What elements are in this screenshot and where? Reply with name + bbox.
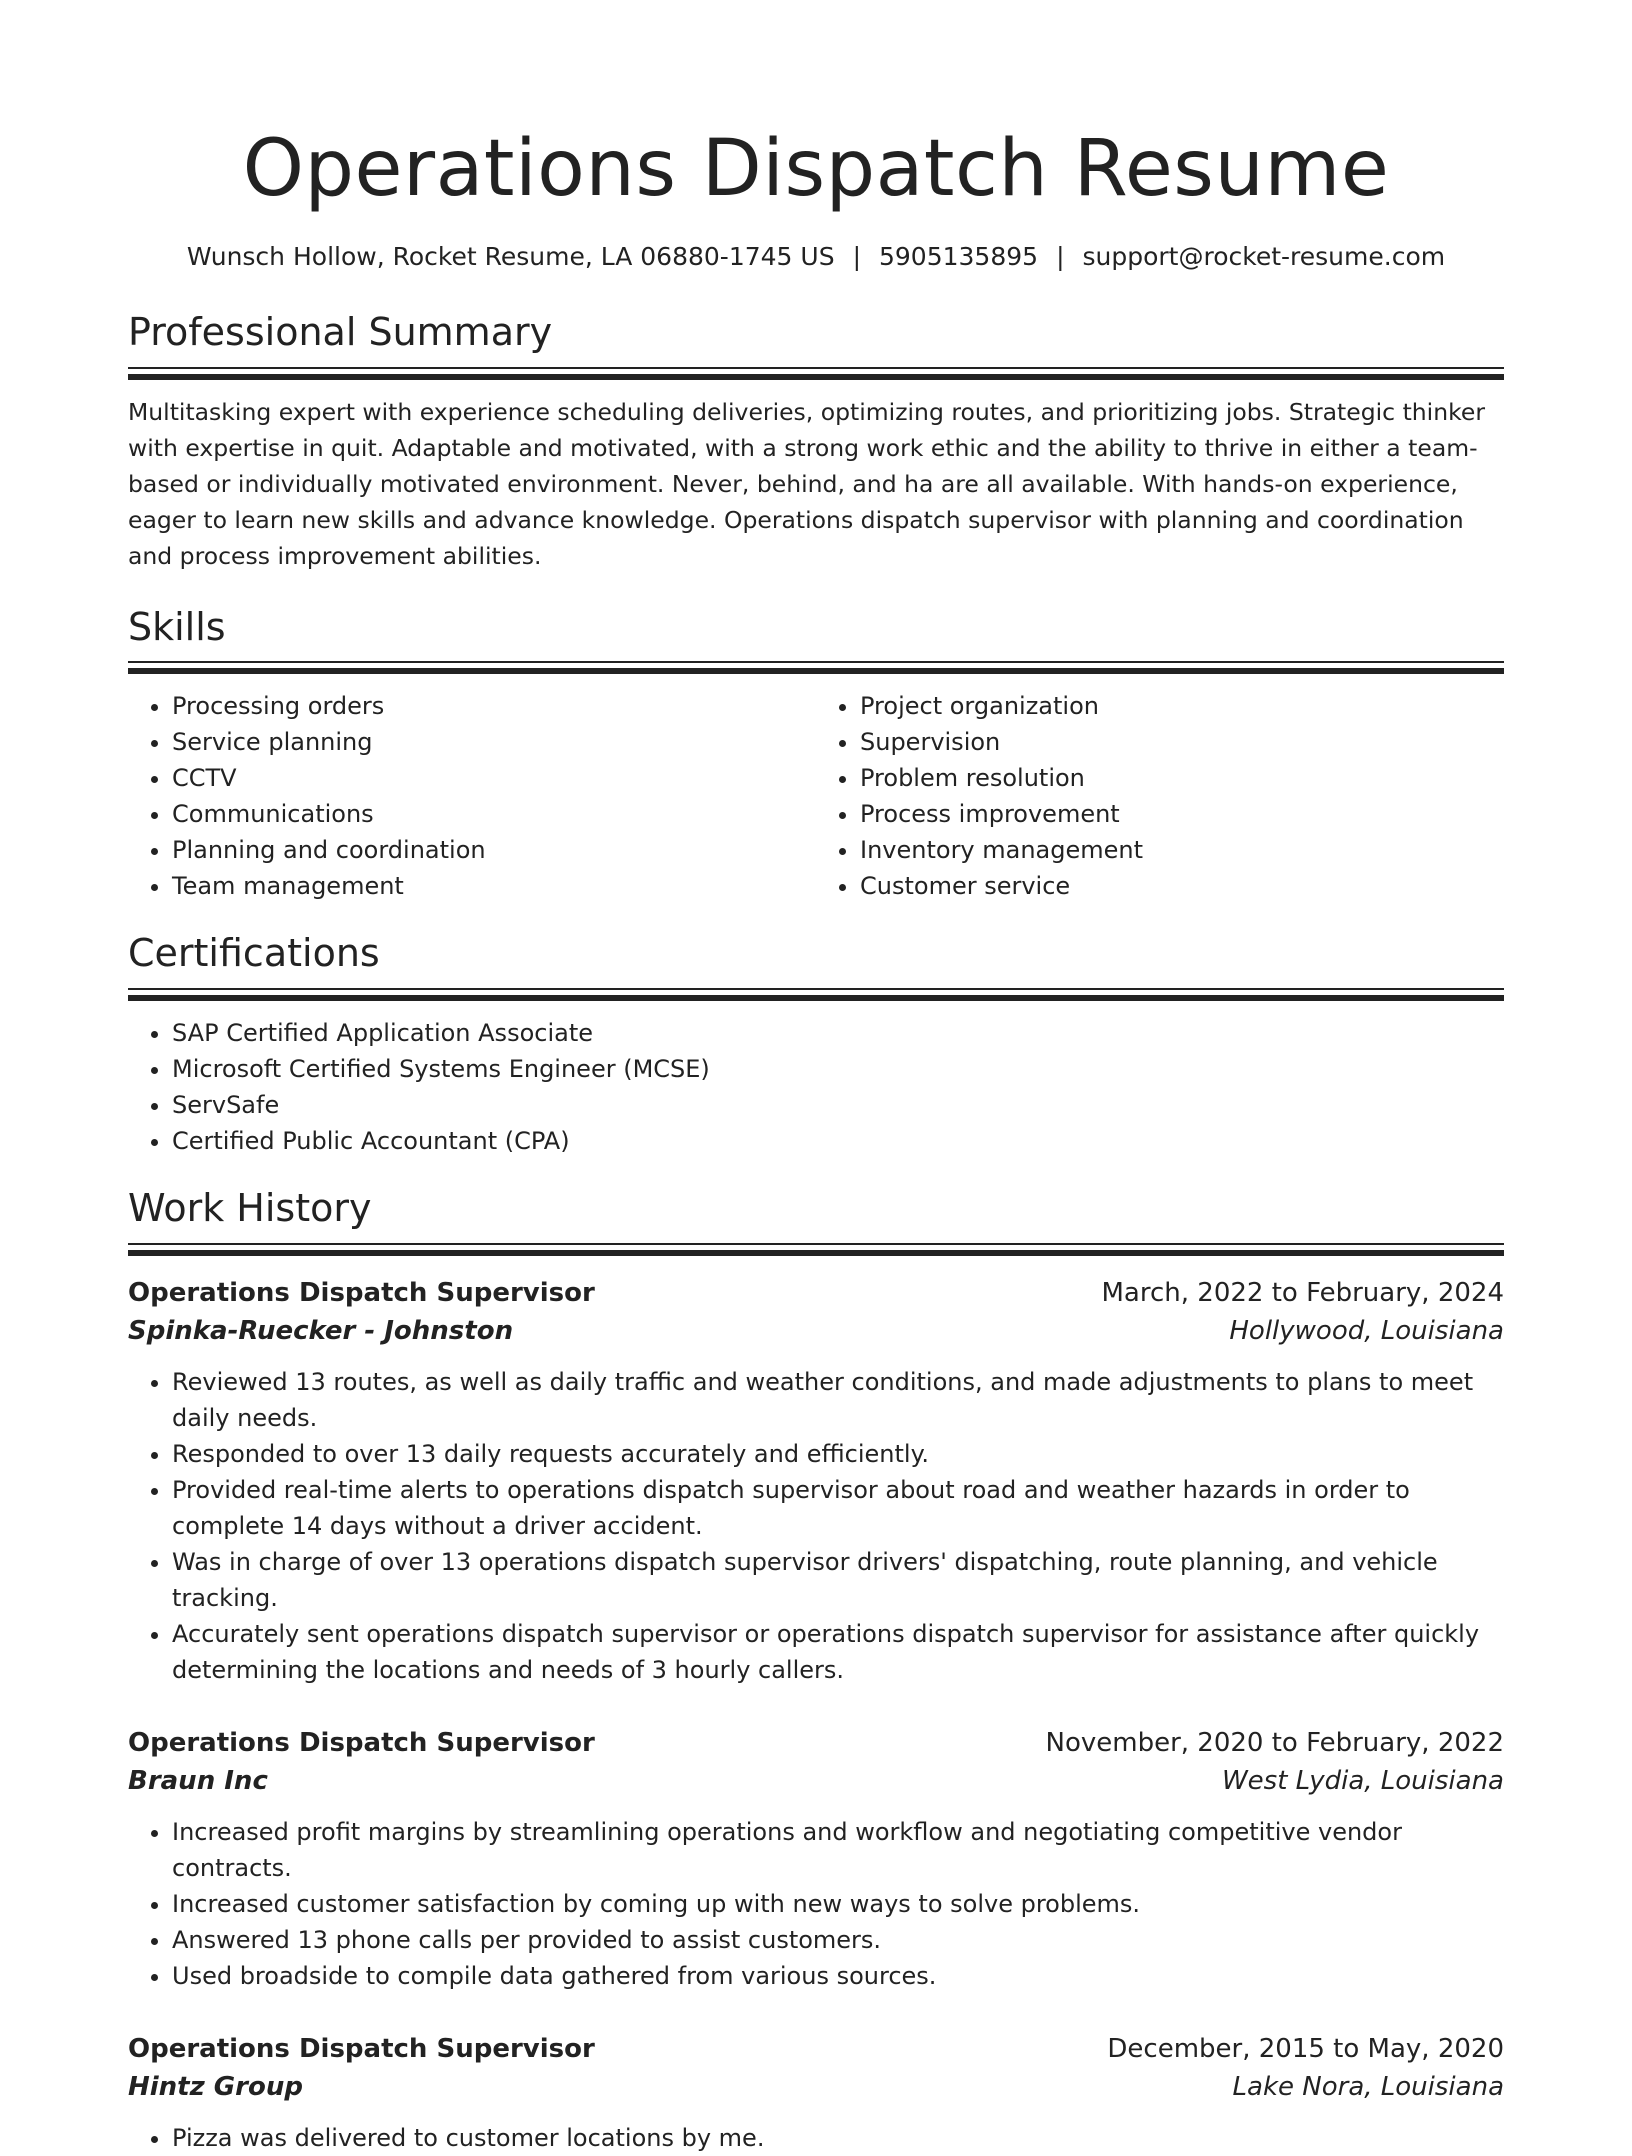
section-rule — [128, 367, 1504, 369]
certifications-list — [128, 1015, 1504, 1159]
job-bullet: • Increased customer satisfaction by coming up with new ways to solve problems. — [172, 1886, 1504, 1922]
job-company: Hintz Group — [128, 2071, 303, 2102]
job-dates: December, 2015 to May, 2020 — [1107, 2033, 1504, 2064]
job-bullet: • Increased profit margins by streamlining operations and workflow and negotiating competitive vendor contracts. — [172, 1814, 1504, 1886]
skill-item: • Process improvement — [860, 796, 1504, 832]
skill-item: • Processing orders — [172, 688, 816, 724]
certifications-section — [128, 932, 1504, 1159]
job-bullet: • Accurately sent operations dispatch supervisor or operations dispatch supervisor for assistance after quickly determining the locations and needs of 3 hourly callers. — [172, 1616, 1504, 1688]
job-location: Lake Nora, Louisiana — [1232, 2071, 1504, 2102]
job-entry — [128, 2030, 1504, 2156]
job-title: Operations Dispatch Supervisor — [128, 2033, 595, 2064]
job-bullet: • Used broadside to compile data gathered from various sources. — [172, 1958, 1504, 1994]
job-bullets — [128, 1364, 1504, 1688]
section-rule — [128, 988, 1504, 990]
skills-list-left — [128, 688, 816, 904]
job-header-row — [128, 1724, 1504, 1762]
job-location: Hollywood, Louisiana — [1229, 1315, 1504, 1346]
job-location: West Lydia, Louisiana — [1221, 1765, 1504, 1796]
section-title-skills: Skills — [128, 604, 226, 649]
section-title-summary: Professional Summary — [128, 310, 553, 354]
resume-title: Operations Dispatch Resume — [242, 124, 1390, 214]
skills-list-right — [816, 688, 1504, 904]
job-bullet: • Was in charge of over 13 operations dispatch supervisor drivers' dispatching, route planning, and vehicle tracking. — [172, 1544, 1504, 1616]
section-title-work-history: Work History — [128, 1186, 372, 1231]
job-bullet: • Responded to over 13 daily requests accurately and efficiently. — [172, 1436, 1504, 1472]
job-entry — [128, 1724, 1504, 1994]
section-title-certifications: Certifications — [128, 931, 380, 976]
job-company: Spinka-Ruecker - Johnston — [128, 1315, 514, 1346]
work-history-section — [128, 1187, 1504, 2156]
job-entry — [128, 1274, 1504, 1688]
job-bullet: • Answered 13 phone calls per provided to assist customers. — [172, 1922, 1504, 1958]
job-dates: March, 2022 to February, 2024 — [1101, 1277, 1504, 1308]
job-bullets — [128, 1814, 1504, 1994]
skill-item: • Customer service — [860, 868, 1504, 904]
job-dates: November, 2020 to February, 2022 — [1045, 1727, 1504, 1758]
skill-item: • Communications — [172, 796, 816, 832]
job-bullets — [128, 2120, 1504, 2156]
contact-separator: | — [852, 242, 861, 271]
skills-columns — [128, 688, 1504, 904]
section-rule — [128, 661, 1504, 663]
skills-section — [128, 606, 1504, 905]
certification-item: • SAP Certified Application Associate — [172, 1015, 1504, 1051]
skill-item: • Supervision — [860, 724, 1504, 760]
job-company-row — [128, 2068, 1504, 2106]
certification-item: • Certified Public Accountant (CPA) — [172, 1123, 1504, 1159]
contact-address: Wunsch Hollow, Rocket Resume, LA 06880-1745 US — [186, 242, 835, 271]
job-bullet: • Provided real-time alerts to operations dispatch supervisor about road and weather hazards in order to complete 14 days without a driver accident. — [172, 1472, 1504, 1544]
job-company-row — [128, 1312, 1504, 1350]
section-rule-thick — [128, 995, 1504, 1001]
skill-item: • Team management — [172, 868, 816, 904]
section-rule — [128, 1243, 1504, 1245]
certification-item: • ServSafe — [172, 1087, 1504, 1123]
certification-item: • Microsoft Certified Systems Engineer (MCSE) — [172, 1051, 1504, 1087]
skill-item: • Planning and coordination — [172, 832, 816, 868]
contact-phone: 5905135895 — [879, 242, 1039, 271]
section-rule-thick — [128, 668, 1504, 674]
section-rule-thick — [128, 374, 1504, 380]
job-bullet: • Pizza was delivered to customer locations by me. — [172, 2120, 1504, 2156]
job-bullet: • Reviewed 13 routes, as well as daily traffic and weather conditions, and made adjustments to plans to meet daily needs. — [172, 1364, 1504, 1436]
skill-item: • CCTV — [172, 760, 816, 796]
section-rule-thick — [128, 1250, 1504, 1256]
summary-text: Multitasking expert with experience scheduling deliveries, optimizing routes, and prioritizing jobs. Strategic thinker with expertise in quit. Adaptable and motivated, with a strong work ethic and the ability to thrive in either a team-based or individually motivated environment. Never, behind, and ha are all available. With hands-on experience, eager to learn new skills and advance knowledge. Operations dispatch supervisor with planning and coordination and process improvement abilities. — [128, 397, 1485, 570]
job-title: Operations Dispatch Supervisor — [128, 1277, 595, 1308]
contact-email: support@rocket-resume.com — [1082, 242, 1446, 271]
skill-item: • Service planning — [172, 724, 816, 760]
job-company-row — [128, 1762, 1504, 1800]
job-company: Braun Inc — [128, 1765, 268, 1796]
contact-line — [128, 242, 1504, 271]
job-header-row — [128, 1274, 1504, 1312]
summary-section — [128, 311, 1504, 574]
job-title: Operations Dispatch Supervisor — [128, 1727, 595, 1758]
job-header-row — [128, 2030, 1504, 2068]
skill-item: • Inventory management — [860, 832, 1504, 868]
contact-separator: | — [1056, 242, 1065, 271]
skill-item: • Problem resolution — [860, 760, 1504, 796]
skill-item: • Project organization — [860, 688, 1504, 724]
